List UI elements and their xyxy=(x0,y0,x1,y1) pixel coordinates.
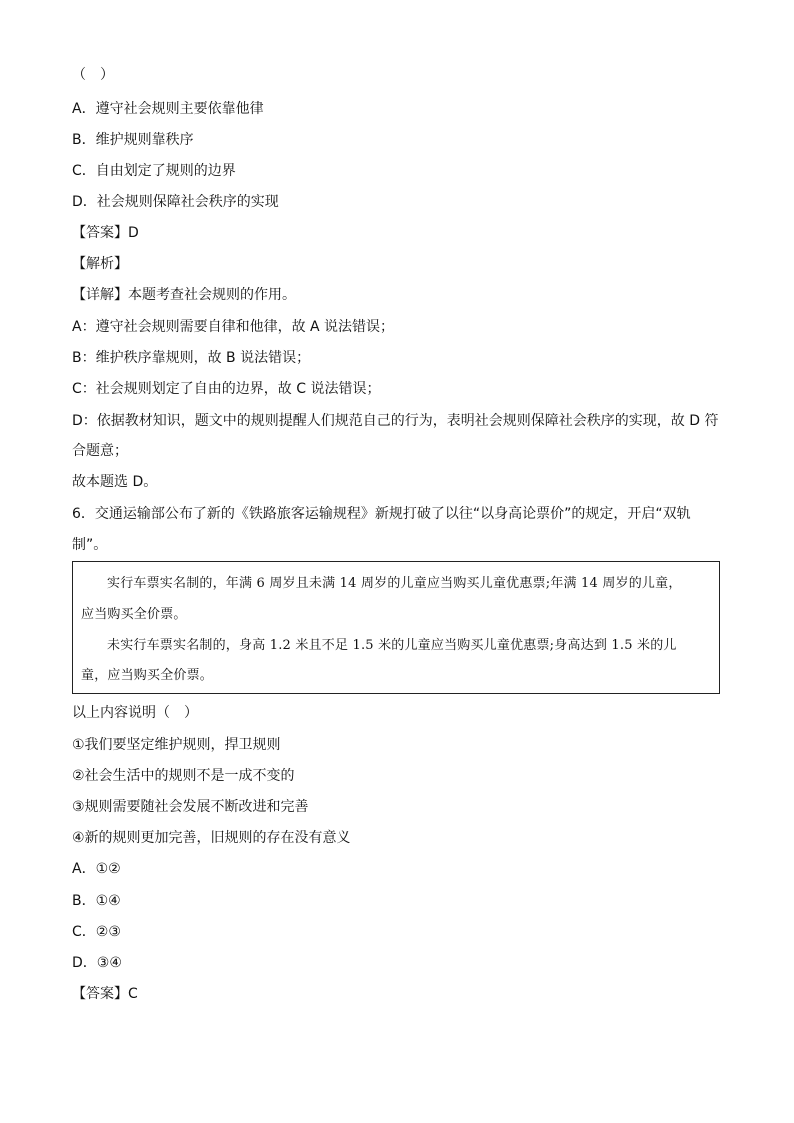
regulation-box xyxy=(72,561,720,694)
explanation-a: A：遵守社会规则需要自律和他律，故 A 说法错误； xyxy=(72,319,395,335)
q6-option-c: C．②③ xyxy=(72,924,121,940)
statement-4: ④新的规则更加完善，旧规则的存在没有意义 xyxy=(72,830,351,846)
statement-3: ③规则需要随社会发展不断改进和完善 xyxy=(72,799,309,815)
q6-option-d: D．③④ xyxy=(72,955,122,971)
option-a: A．遵守社会规则主要依靠他律 xyxy=(72,101,264,117)
answer-tag: 【答案】 xyxy=(72,225,128,241)
q6-stem-line2: 制”。 xyxy=(72,537,108,553)
q6-answer-value: C xyxy=(128,986,138,1002)
option-b: B．维护规则靠秩序 xyxy=(72,132,194,148)
option-c: C．自由划定了规则的边界 xyxy=(72,163,236,179)
box-line-3: 未实行车票实名制的，身高 1.2 米且不足 1.5 米的儿童应当购买儿童优惠票;身高达到 1.5 米的儿 xyxy=(107,638,677,653)
q6-stem-line1: 6．交通运输部公布了新的《铁路旅客运输规程》新规打破了以往“以身高论票价”的规定，开启“双轨 xyxy=(72,506,691,522)
q6-answer-line xyxy=(72,985,138,1003)
explanation-b: B：维护秩序靠规则，故 B 说法错误； xyxy=(72,350,311,366)
answer-line xyxy=(72,224,139,242)
box-line-2: 应当购买全价票。 xyxy=(81,607,187,622)
q6-prompt: 以上内容说明（ ） xyxy=(72,705,198,721)
explanation-d: D：依据教材知识，题文中的规则提醒人们规范自己的行为，表明社会规则保障社会秩序的实现，故 D 符 xyxy=(72,413,719,429)
option-d: D．社会规则保障社会秩序的实现 xyxy=(72,194,279,210)
question-paren: （ ） xyxy=(72,67,114,83)
conclusion: 故本题选 D。 xyxy=(72,474,158,490)
explanation-d-cont: 合题意； xyxy=(72,443,128,459)
detail-intro: 本题考查社会规则的作用。 xyxy=(128,287,296,303)
statement-2: ②社会生活中的规则不是一成不变的 xyxy=(72,768,295,784)
detail-tag: 【详解】 xyxy=(72,287,128,303)
q6-answer-tag: 【答案】 xyxy=(72,986,128,1002)
q6-option-a: A．①② xyxy=(72,861,121,877)
box-line-4: 童，应当购买全价票。 xyxy=(81,668,214,683)
answer-value: D xyxy=(128,225,139,241)
statement-1: ①我们要坚定维护规则，捍卫规则 xyxy=(72,737,281,753)
detail-line xyxy=(72,286,296,304)
analysis-tag: 【解析】 xyxy=(72,256,128,272)
explanation-c: C：社会规则划定了自由的边界，故 C 说法错误； xyxy=(72,381,381,397)
q6-option-b: B．①④ xyxy=(72,893,121,909)
box-line-1: 实行车票实名制的，年满 6 周岁且未满 14 周岁的儿童应当购买儿童优惠票;年满 14 周岁的儿童， xyxy=(107,576,682,591)
